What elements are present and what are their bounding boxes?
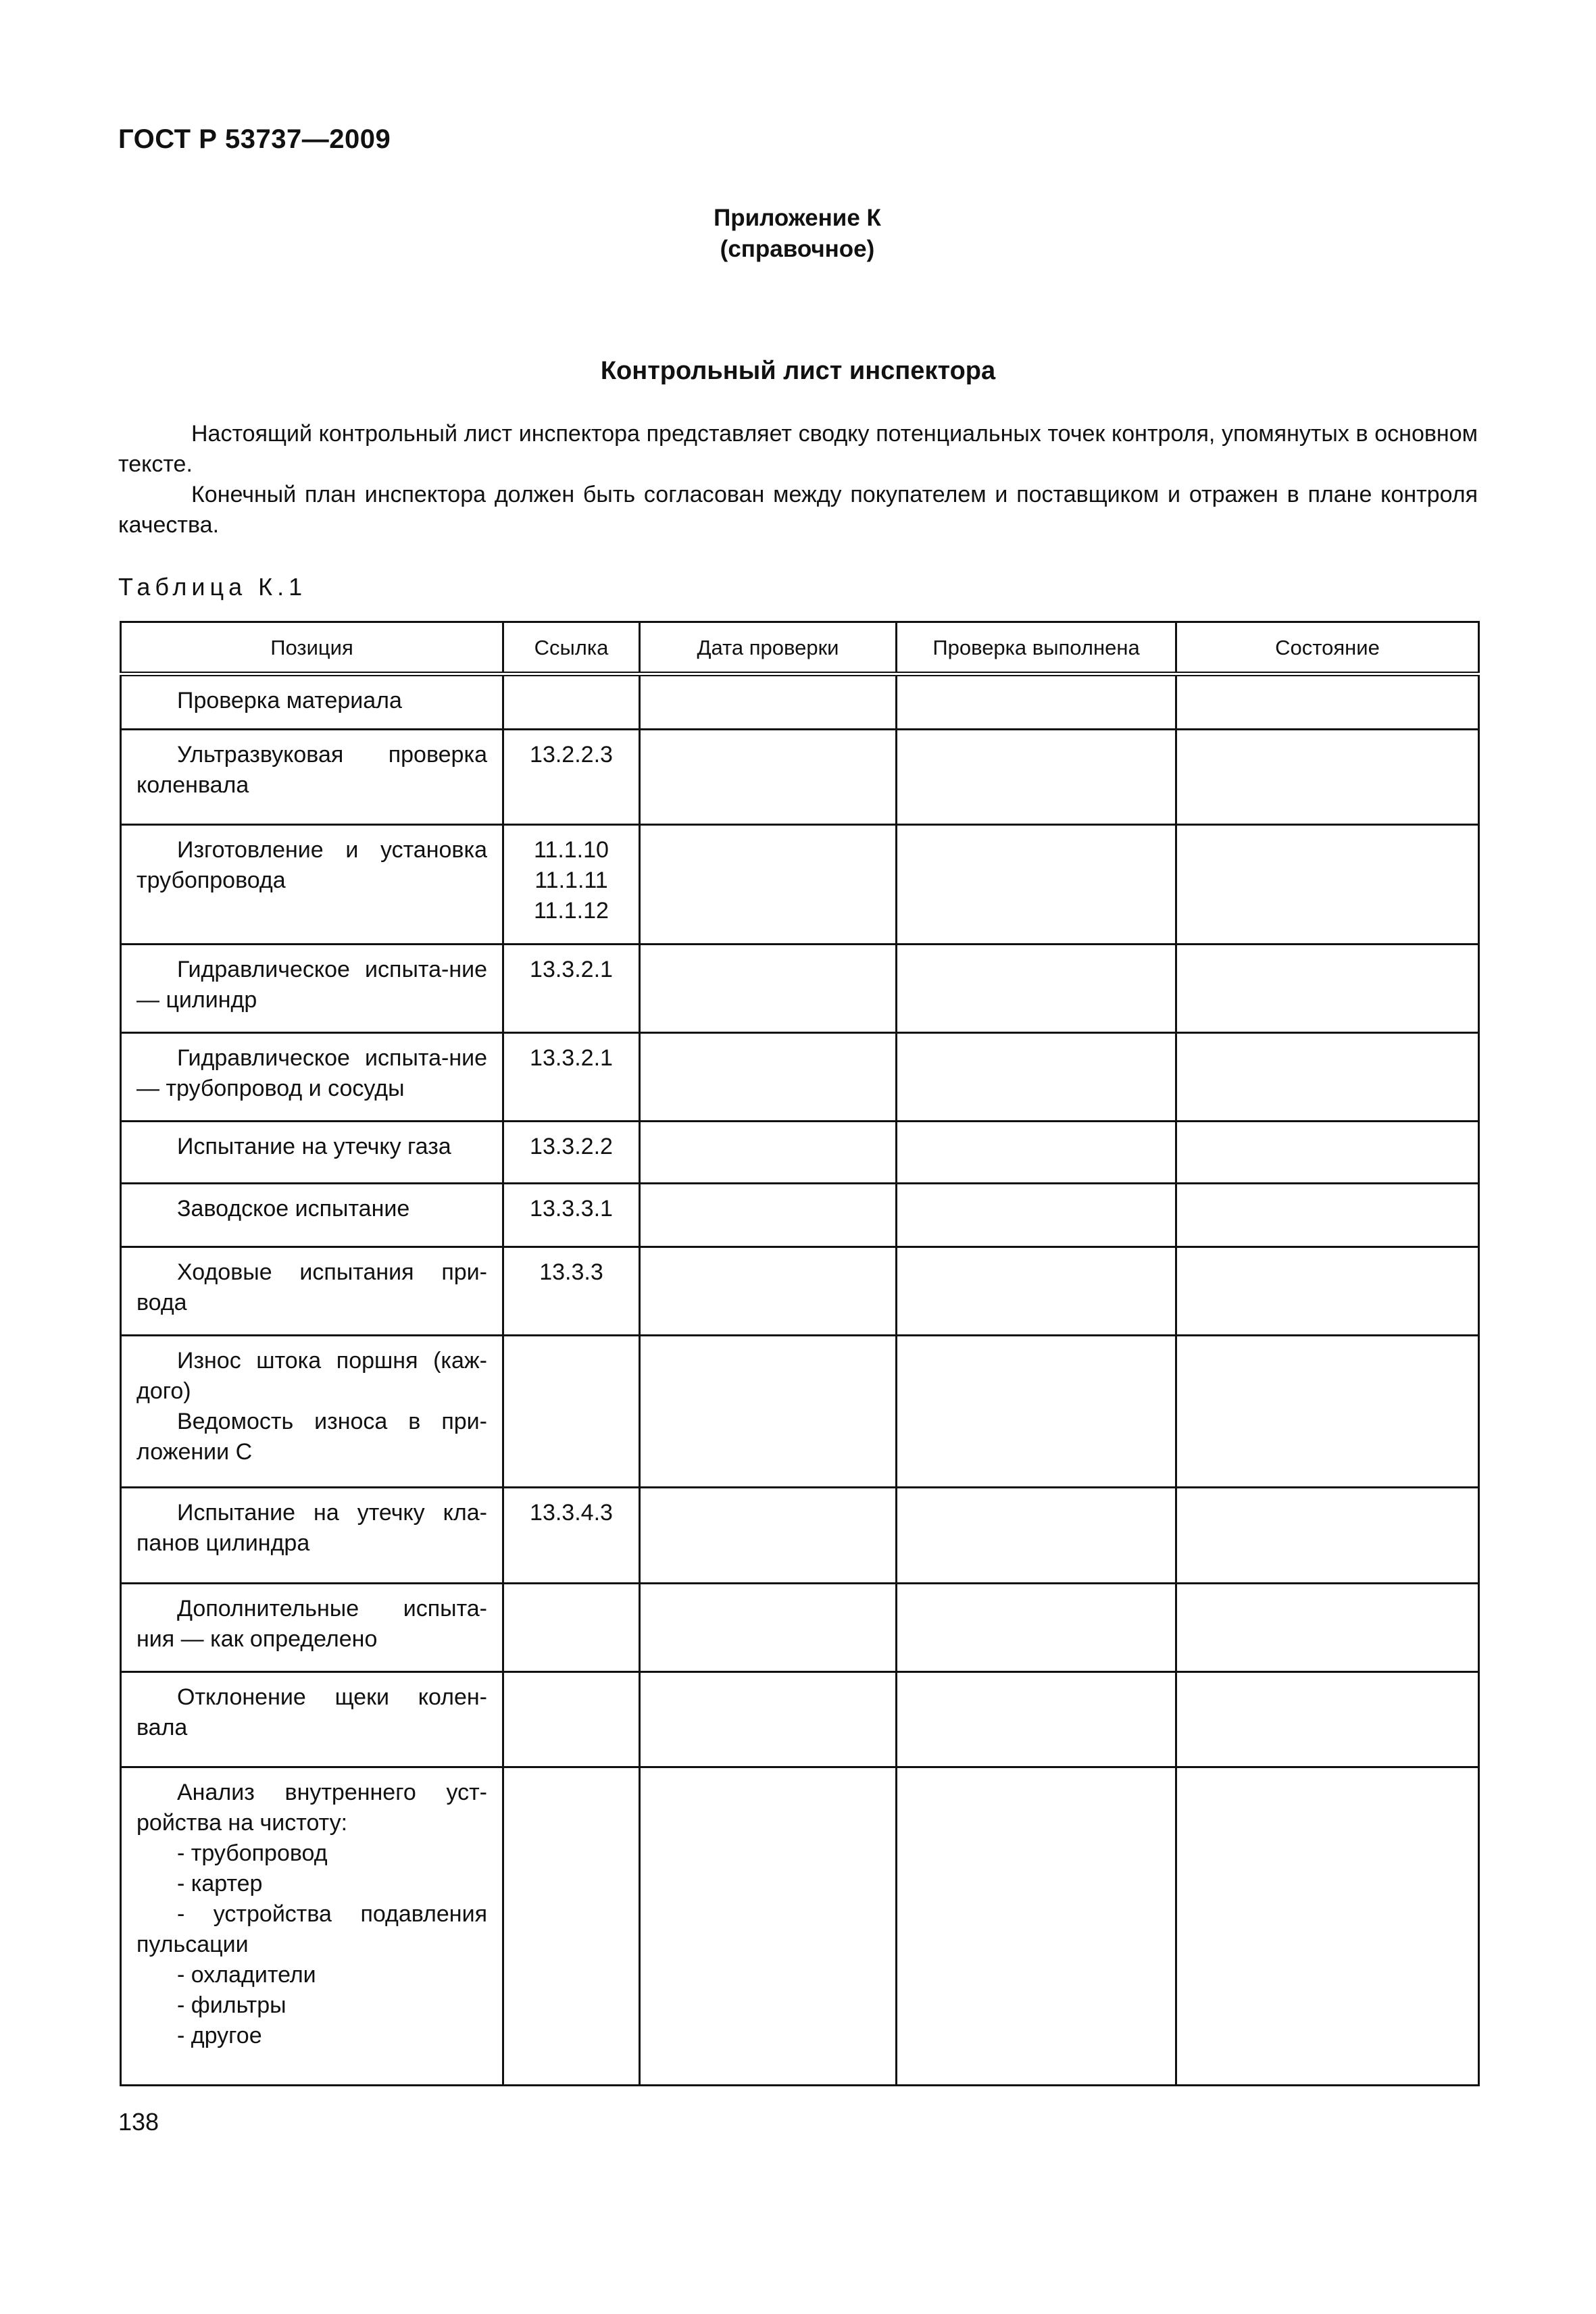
table-row	[121, 1488, 1479, 1584]
position-text: - охладители	[177, 1962, 316, 1988]
reference-cell	[503, 1122, 640, 1184]
position-text: Испытание на утечку газа	[177, 1134, 451, 1159]
position-text: Износ штока поршня (каж-дого)	[136, 1348, 487, 1404]
table-row	[121, 1584, 1479, 1672]
date-cell	[640, 1184, 897, 1247]
position-cell	[121, 1033, 503, 1122]
position-text: Дополнительные испыта-ния — как определено	[136, 1596, 487, 1652]
position-cell	[121, 674, 503, 730]
position-text: Проверка материала	[177, 688, 402, 713]
date-cell	[640, 1767, 897, 2086]
date-cell	[640, 945, 897, 1033]
reference-cell	[503, 1247, 640, 1336]
table-row	[121, 1767, 1479, 2086]
document-code: ГОСТ Р 53737—2009	[118, 124, 391, 154]
position-cell	[121, 1184, 503, 1247]
date-cell	[640, 1488, 897, 1584]
reference-cell	[503, 1767, 640, 2086]
position-text: - трубопровод	[177, 1840, 328, 1866]
table-caption: Таблица К.1	[118, 573, 307, 601]
done-cell	[897, 1767, 1176, 2086]
table-row	[121, 674, 1479, 730]
reference-text: 13.3.3.1	[530, 1196, 613, 1222]
table-row	[121, 1336, 1479, 1488]
position-cell	[121, 1122, 503, 1184]
done-cell	[897, 1488, 1176, 1584]
reference-text: 13.3.2.1	[530, 1045, 613, 1071]
table-row	[121, 1122, 1479, 1184]
position-cell	[121, 1584, 503, 1672]
position-cell	[121, 945, 503, 1033]
reference-cell	[503, 1033, 640, 1122]
position-cell	[121, 1767, 503, 2086]
table-row	[121, 1672, 1479, 1767]
table-row	[121, 825, 1479, 945]
status-cell	[1176, 1033, 1479, 1122]
done-cell	[897, 1184, 1176, 1247]
reference-cell	[503, 1584, 640, 1672]
date-cell	[640, 1672, 897, 1767]
position-text: Ультразвуковая проверка коленвала	[136, 742, 487, 798]
date-cell	[640, 1584, 897, 1672]
status-cell	[1176, 1122, 1479, 1184]
position-cell	[121, 1247, 503, 1336]
section-heading	[0, 357, 1596, 386]
date-cell	[640, 825, 897, 945]
position-text: - другое	[177, 2023, 262, 2048]
done-cell	[897, 730, 1176, 825]
position-text: - картер	[177, 1871, 263, 1896]
date-cell	[640, 730, 897, 825]
date-cell	[640, 674, 897, 730]
status-cell	[1176, 1767, 1479, 2086]
status-cell	[1176, 945, 1479, 1033]
appendix-label	[676, 203, 919, 265]
position-text: Отклонение щеки колен-вала	[136, 1684, 487, 1740]
reference-cell	[503, 1336, 640, 1488]
done-cell	[897, 674, 1176, 730]
reference-text: 13.3.2.2	[530, 1134, 613, 1159]
status-cell	[1176, 825, 1479, 945]
table-row	[121, 1033, 1479, 1122]
done-cell	[897, 825, 1176, 945]
status-cell	[1176, 730, 1479, 825]
position-cell	[121, 825, 503, 945]
reference-text: 13.3.2.1	[530, 957, 613, 982]
reference-cell	[503, 1672, 640, 1767]
section-heading-text: Контрольный лист инспектора	[600, 357, 996, 385]
table-row	[121, 1184, 1479, 1247]
date-cell	[640, 1247, 897, 1336]
done-cell	[897, 1122, 1176, 1184]
reference-text: 13.2.2.3	[530, 742, 613, 768]
position-text: Ведомость износа в при-ложении С	[136, 1409, 487, 1465]
column-header: Позиция	[121, 622, 503, 674]
reference-text: 11.1.10	[534, 837, 609, 863]
position-text: Ходовые испытания при-вода	[136, 1259, 487, 1315]
status-cell	[1176, 674, 1479, 730]
position-cell	[121, 1488, 503, 1584]
position-text: Гидравлическое испыта-ние — трубопровод и сосуды	[136, 1045, 487, 1101]
position-text: Заводское испытание	[177, 1196, 410, 1222]
table-row	[121, 1247, 1479, 1336]
status-cell	[1176, 1247, 1479, 1336]
reference-cell	[503, 730, 640, 825]
position-text: Испытание на утечку кла-панов цилиндра	[136, 1500, 487, 1556]
reference-cell	[503, 1184, 640, 1247]
date-cell	[640, 1336, 897, 1488]
page-number: 138	[118, 2108, 159, 2136]
done-cell	[897, 1584, 1176, 1672]
reference-cell	[503, 674, 640, 730]
table-body	[121, 674, 1479, 2086]
reference-text: 13.3.3	[539, 1259, 603, 1285]
column-header: Проверка выполнена	[897, 622, 1176, 674]
reference-text: 11.1.12	[534, 898, 609, 924]
appendix-subtitle: (справочное)	[720, 236, 875, 262]
position-cell	[121, 1336, 503, 1488]
column-header: Дата проверки	[640, 622, 897, 674]
table-row	[121, 730, 1479, 825]
position-text: - фильтры	[177, 1992, 286, 2018]
position-cell	[121, 730, 503, 825]
position-text: Гидравлическое испыта-ние — цилиндр	[136, 957, 487, 1013]
intro-paragraph: Настоящий контрольный лист инспектора представляет сводку потенциальных точек контроля, упомянутых в основном тексте.	[118, 421, 1478, 477]
date-cell	[640, 1122, 897, 1184]
appendix-title: Приложение К	[714, 205, 881, 231]
done-cell	[897, 1033, 1176, 1122]
reference-text: 11.1.11	[534, 867, 608, 893]
column-header: Ссылка	[503, 622, 640, 674]
status-cell	[1176, 1488, 1479, 1584]
status-cell	[1176, 1184, 1479, 1247]
table-header-row	[121, 622, 1479, 674]
date-cell	[640, 1033, 897, 1122]
intro-paragraph: Конечный план инспектора должен быть согласован между покупателем и поставщиком и отражен в плане контроля качества.	[118, 482, 1478, 538]
reference-cell	[503, 945, 640, 1033]
position-text: Анализ внутреннего уст-ройства на чистоту:	[136, 1780, 487, 1836]
done-cell	[897, 1336, 1176, 1488]
reference-cell	[503, 1488, 640, 1584]
position-text: Изготовление и установка трубопровода	[136, 837, 487, 893]
reference-cell	[503, 825, 640, 945]
inspection-table	[120, 621, 1480, 2086]
status-cell	[1176, 1336, 1479, 1488]
table-row	[121, 945, 1479, 1033]
done-cell	[897, 1672, 1176, 1767]
reference-text: 13.3.4.3	[530, 1500, 613, 1526]
done-cell	[897, 945, 1176, 1033]
status-cell	[1176, 1584, 1479, 1672]
done-cell	[897, 1247, 1176, 1336]
position-cell	[121, 1672, 503, 1767]
intro-text	[118, 419, 1478, 540]
position-text: - устройства подавления пульсации	[136, 1901, 487, 1957]
column-header: Состояние	[1176, 622, 1479, 674]
status-cell	[1176, 1672, 1479, 1767]
